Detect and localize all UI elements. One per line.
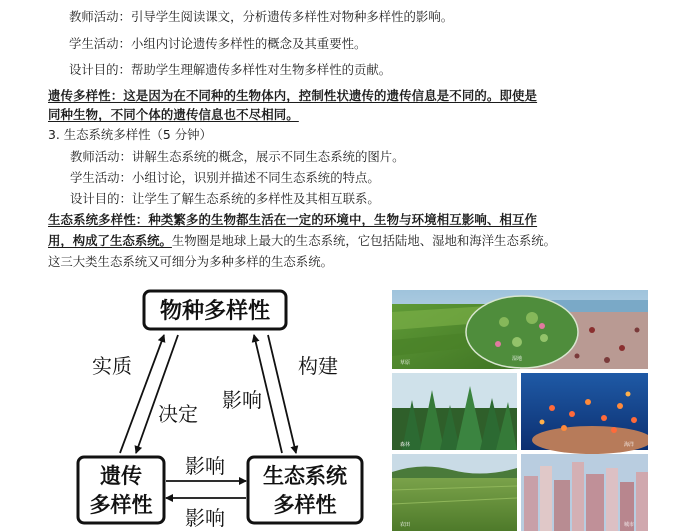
ecosystem-definition-bold: 用，构成了生态系统。 [48,233,172,248]
city-photo [521,454,648,531]
ecosystem-diversity-label-2: 多样性 [273,493,337,517]
ocean-caption: 海洋 [624,442,635,448]
genetic-diversity-label-1: 遗传 [100,464,142,488]
student-activity-1: 学生活动：小组内讨论遗传多样性的概念及其重要性。 [69,36,367,51]
wetland-photo [466,296,578,368]
ecosystem-diversity-definition-line-2 [48,233,556,249]
city-caption: 城市 [624,522,635,528]
biodiversity-relationship-diagram [60,285,380,531]
species-diversity-label: 物种多样性 [159,299,271,324]
influence-bottom-label: 影响 [185,506,225,530]
genetic-diversity-definition-line-1: 遗传多样性：这是因为在不同种的生物体内，控制性状遗传的遗传信息是不同的。即使是 [48,88,538,103]
farmland-photo [392,454,517,531]
farmland-caption: 农田 [400,522,411,528]
ecosystem-photo-collage [392,290,648,531]
section-3-heading: 3. 生态系统多样性（5 分钟） [48,127,212,142]
teacher-activity-2: 教师活动：讲解生态系统的概念，展示不同生态系统的图片。 [70,149,405,164]
forest-photo [392,373,517,450]
forest-caption: 森林 [400,442,411,448]
ecosystem-diversity-definition-line-3: 这三大类生态系统又可细分为多种多样的生态系统。 [48,254,333,269]
ecosystem-diversity-definition-line-1: 生态系统多样性：种类繁多的生物都生活在一定的环境中，生物与环境相互影响、相互作 [48,212,538,227]
teacher-activity-1: 教师活动：引导学生阅读课文，分析遗传多样性对物种多样性的影响。 [69,9,454,24]
design-purpose-2: 设计目的：让学生了解生态系统的多样性及其相互联系。 [70,191,380,206]
essence-label: 实质 [92,354,132,378]
influence-top-label: 影响 [185,454,225,478]
wetland-caption: 湿地 [512,356,523,362]
design-purpose-1: 设计目的：帮助学生理解遗传多样性对生物多样性的贡献。 [69,62,392,77]
student-activity-2: 学生活动：小组讨论，识别并描述不同生态系统的特点。 [70,170,380,185]
influence-inner-label: 影响 [222,388,262,412]
construct-label: 构建 [298,354,338,378]
determine-label: 决定 [158,402,198,426]
ocean-photo [521,373,648,454]
biosphere-sentence: 生物圈是地球上最大的生态系统，它包括陆地、湿地和海洋生态系统。 [171,233,557,248]
genetic-diversity-definition-line-2: 同种生物，不同个体的遗传信息也不尽相同。 [48,107,299,122]
grassland-caption: 草原 [400,360,411,366]
ecosystem-diversity-label-1: 生态系统 [263,464,347,488]
arrow-species-to-ecosystem-construct [268,335,296,453]
genetic-diversity-label-2: 多样性 [89,493,153,517]
